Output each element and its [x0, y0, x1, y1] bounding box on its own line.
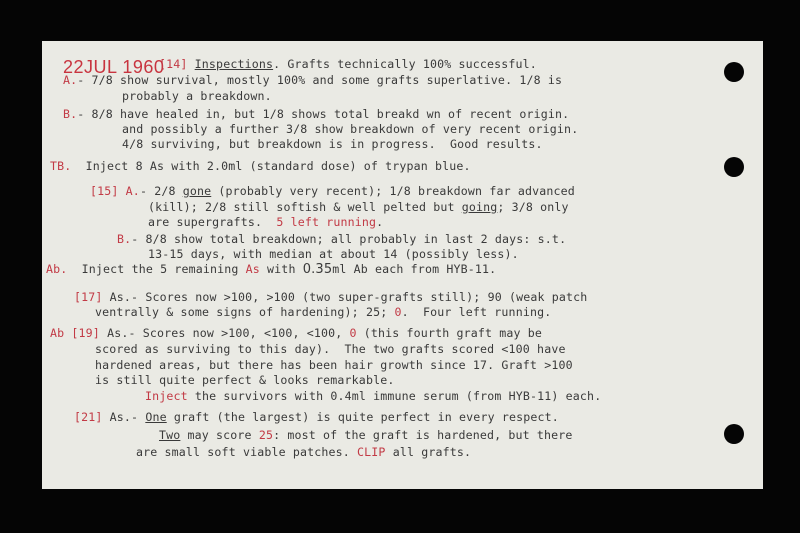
line-text: As.-	[109, 410, 146, 424]
red-note: CLIP	[357, 445, 386, 459]
line-text: As.- Scores now >100, <100, <100,	[107, 326, 350, 340]
entry-15-a-line	[148, 215, 383, 229]
line-text: (probably very recent); 1/8 breakdown far advanced	[211, 184, 575, 198]
line-text: .	[376, 215, 384, 229]
entry-number: [15]	[90, 184, 119, 198]
line-text: : most of the graft is hardened, but there	[273, 428, 573, 442]
red-note: 25	[258, 428, 274, 442]
entry-21-line	[74, 410, 559, 424]
red-note: Inject	[145, 389, 188, 403]
entry-19-line: is still quite perfect & looks remarkable.	[95, 373, 395, 387]
line-text: Inject the 5 remaining	[81, 262, 246, 276]
red-note: 0	[349, 326, 357, 340]
underlined-word: gone	[182, 184, 212, 198]
underlined-word: Two	[159, 428, 181, 442]
entry-15-b-line: 13-15 days, with median at about 14 (possibly less).	[148, 247, 519, 261]
line-text: Inject 8 As with 2.0ml (standard dose) of trypan blue.	[85, 159, 471, 173]
line-text: (this fourth graft may be	[356, 326, 543, 340]
entry-19-line	[50, 326, 542, 340]
line-text: ; 3/8 only	[497, 200, 569, 214]
group-label: A.	[125, 184, 140, 198]
line-text: . Four left running.	[401, 305, 552, 319]
line-text: ventrally & some signs of hardening); 25;	[95, 305, 395, 319]
line-text: with	[259, 262, 303, 276]
entry-19-line: scored as surviving to this day). The two grafts scored <100 have	[95, 342, 566, 356]
red-note: As	[245, 262, 260, 276]
ab-line	[46, 262, 496, 277]
punch-hole	[724, 157, 744, 177]
line-text: graft (the largest) is quite perfect in every respect.	[166, 410, 559, 424]
underlined-word: One	[145, 410, 167, 424]
entry-14-b-line	[63, 107, 569, 121]
entry-number: [17]	[74, 290, 103, 304]
line-text: - 7/8 show survival, mostly 100% and some grafts superlative. 1/8 is	[77, 73, 563, 87]
line-text: (kill); 2/8 still softish & well pelted but	[148, 200, 462, 214]
entry-14-a-line	[63, 73, 562, 87]
ab-label: Ab.	[46, 262, 68, 276]
underlined-word: going	[461, 200, 498, 214]
entry-21-line	[159, 428, 573, 442]
entry-14-b-line: and possibly a further 3/8 show breakdown of very recent origin.	[122, 122, 579, 136]
entry-number: [19]	[71, 326, 100, 340]
line-text: are small soft viable patches.	[136, 445, 358, 459]
line-text: are supergrafts.	[148, 215, 277, 229]
entry-15-a-line	[148, 200, 569, 214]
entry-heading: Inspections	[194, 57, 274, 71]
handwritten-dose: 0.35	[302, 262, 333, 277]
group-label: B.	[117, 232, 132, 246]
ab-label: Ab	[50, 326, 65, 340]
entry-14-header	[159, 57, 537, 71]
entry-17-line	[95, 305, 551, 319]
punch-hole	[724, 424, 744, 444]
group-label: B.	[63, 107, 78, 121]
line-text: - 8/8 have healed in, but 1/8 shows total breakd wn of recent origin.	[77, 107, 570, 121]
entry-number: [21]	[74, 410, 103, 424]
entry-text: . Grafts technically 100% successful.	[273, 57, 537, 71]
line-text: ml Ab each from HYB-11.	[332, 262, 497, 276]
entry-19-line	[145, 389, 601, 403]
group-label: A.	[63, 73, 78, 87]
entry-15-b-line	[117, 232, 566, 246]
line-text: all grafts.	[385, 445, 472, 459]
line-text: - 8/8 show total breakdown; all probably in last 2 days: s.t.	[131, 232, 567, 246]
entry-17-line	[74, 290, 587, 304]
tb-label: TB.	[50, 159, 72, 173]
entry-number: [14]	[159, 57, 188, 71]
date-stamp: 22JUL 1960	[63, 57, 165, 77]
entry-14-b-line: 4/8 surviving, but breakdown is in progress. Good results.	[122, 137, 543, 151]
line-text: the survivors with 0.4ml immune serum (from HYB-11) each.	[187, 389, 602, 403]
line-text: As.- Scores now >100, >100 (two super-grafts still); 90 (weak patch	[109, 290, 588, 304]
entry-21-line	[136, 445, 471, 459]
line-text: - 2/8	[139, 184, 183, 198]
red-note: 5 left running	[276, 215, 377, 229]
line-text: may score	[180, 428, 259, 442]
entry-15-a-line	[90, 184, 575, 198]
entry-14-a-line: probably a breakdown.	[122, 89, 272, 103]
entry-19-line: hardened areas, but there has been hair growth since 17. Graft >100	[95, 358, 573, 372]
punch-hole	[724, 62, 744, 82]
tb-line	[50, 159, 471, 173]
red-note: 0	[394, 305, 402, 319]
